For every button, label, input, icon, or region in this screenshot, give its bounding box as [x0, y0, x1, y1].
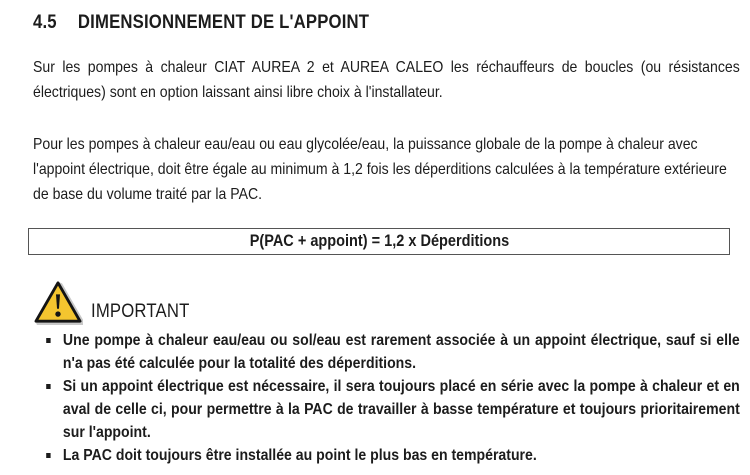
warning-exclamation-dot [55, 311, 60, 316]
list-item: Si un appoint électrique est nécessaire, il sera toujours placé en série avec la pompe à chaleur et en aval de celle ci, pour permettre à la PAC de travailler à basse température et toujours prioritairement sur l'appoint. [33, 375, 740, 444]
list-item: La PAC doit toujours être installée au point le plus bas en température. [33, 444, 740, 467]
formula-box [28, 228, 730, 255]
list-item: Une pompe à chaleur eau/eau ou sol/eau est rarement associée à un appoint électrique, sauf si elle n'a pas été calculée pour la totalité des déperditions. [33, 329, 740, 375]
important-header [33, 280, 740, 325]
section-number: 4.5 [33, 12, 57, 33]
formula-text: P(PAC + appoint) = 1,2 x Déperditions [249, 232, 509, 250]
section-title: DIMENSIONNEMENT DE L'APPOINT [77, 12, 370, 33]
important-list [33, 329, 740, 467]
warning-triangle-icon [33, 279, 83, 325]
paragraph-intro: Sur les pompes à chaleur CIAT AUREA 2 et AUREA CALEO les réchauffeurs de boucles (ou résistances électriques) sont en option laissant ainsi libre choix à l'installateur. [33, 59, 740, 101]
section-heading [33, 12, 655, 34]
paragraph-sizing-rule: Pour les pompes à chaleur eau/eau ou eau glycolée/eau, la puissance globale de la pompe à chaleur avec l'appoint électrique, doit être égale au minimum à 1,2 fois les déperditions calculées à la température extérieure de base du volume traité par la PAC. [33, 136, 727, 203]
important-label: IMPORTANT [91, 301, 190, 322]
